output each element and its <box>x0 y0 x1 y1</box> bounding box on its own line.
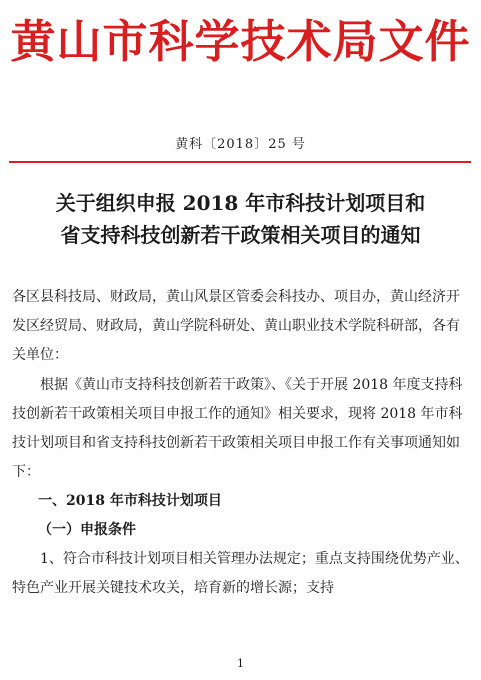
red-divider-line <box>9 161 471 163</box>
document-body <box>12 283 470 603</box>
section-heading-1: 一、2018 年市科技计划项目 <box>38 493 222 509</box>
notice-title <box>0 187 481 251</box>
subsection-heading-1: （一）申报条件 <box>38 522 136 538</box>
intro-paragraph: 根据《黄山市支持科技创新若干政策》、《关于开展 2018 年度支持科技创新若干政策相关项目申报工作的通知》相关要求，现将 2018 年市科技计划项目和省支持科技创新若干政策相关项目申报工作有关事项通知如下： <box>12 377 463 480</box>
notice-title-line-1: 关于组织申报 2018 年市科技计划项目和 <box>55 191 426 215</box>
document-masthead: 黄山市科学技术局文件 <box>10 15 471 68</box>
notice-title-line-2: 省支持科技创新若干政策相关项目的通知 <box>60 223 421 247</box>
condition-item-1: 1、符合市科技计划项目相关管理办法规定；重点支持围绕优势产业、特色产业开展关键技术攻关，培育新的增长源；支持 <box>12 551 469 596</box>
page-number: 1 <box>237 657 244 670</box>
document-number: 黄科〔2018〕25 号 <box>175 137 306 152</box>
recipients-greeting: 各区县科技局、财政局，黄山风景区管委会科技办、项目办，黄山经济开发区经贸局、财政局，黄山学院科研处、黄山职业技术学院科研部，各有关单位： <box>12 289 460 363</box>
